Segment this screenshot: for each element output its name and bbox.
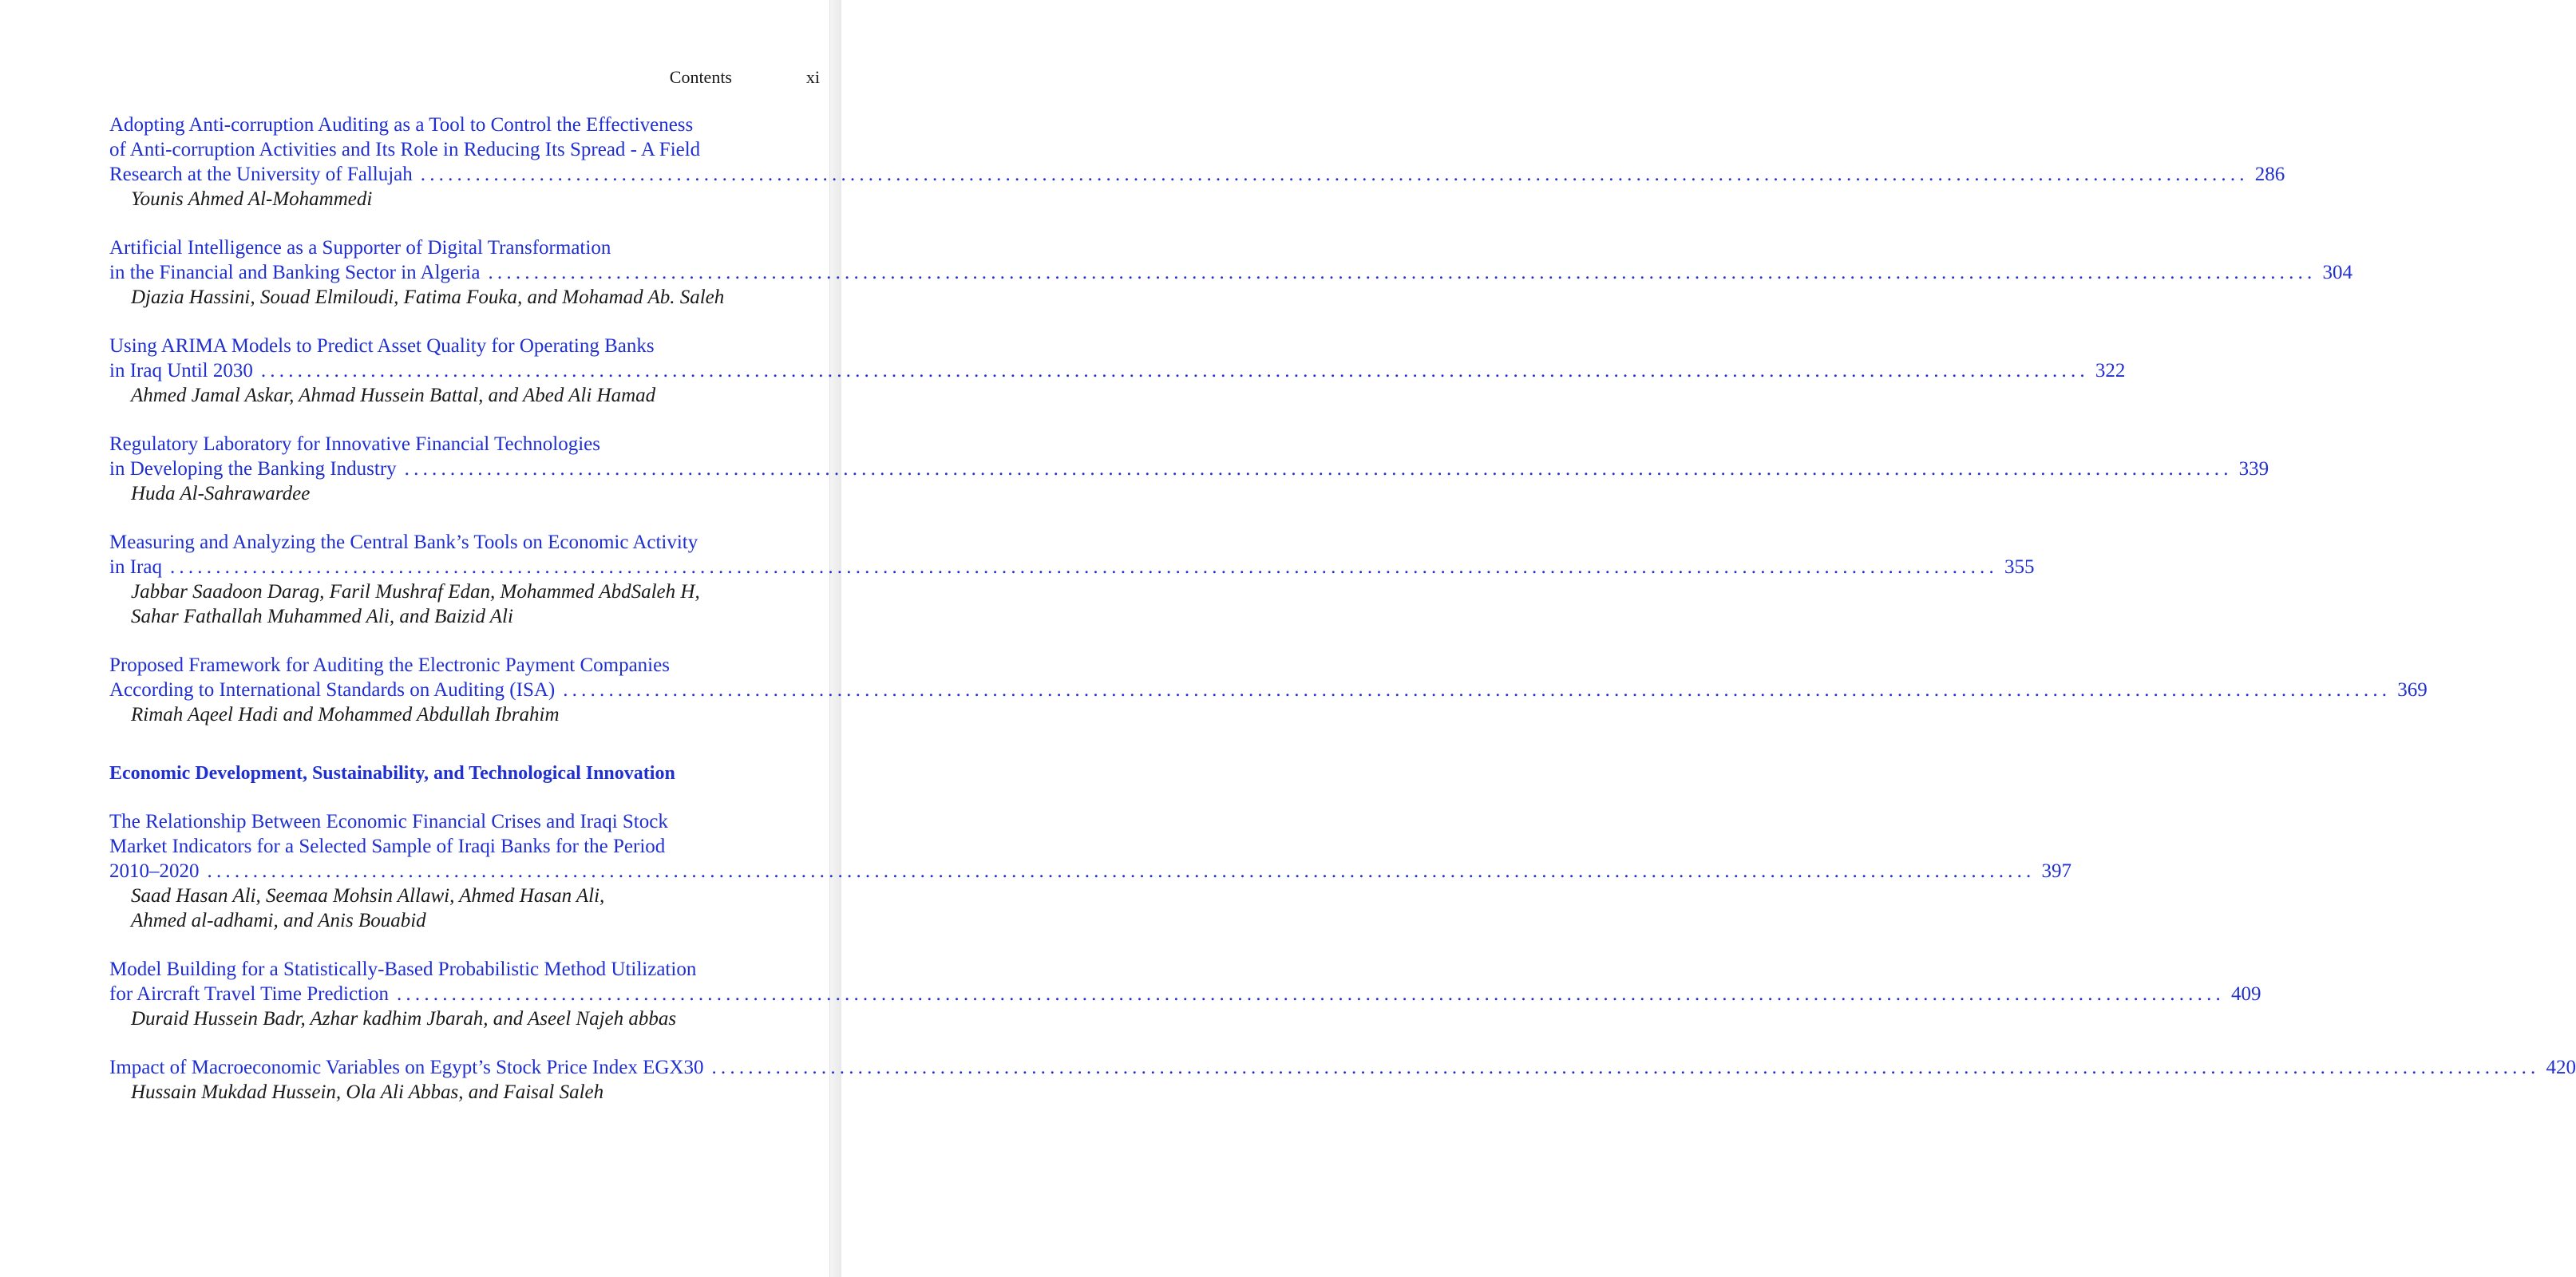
entry-page-number[interactable]: 286 bbox=[2254, 164, 2285, 185]
entry-page-number[interactable]: 369 bbox=[2397, 679, 2428, 701]
entry-title-line[interactable]: Adopting Anti-corruption Auditing as a Tool to Control the Effectiveness bbox=[109, 114, 694, 136]
entry-title-line[interactable]: Using ARIMA Models to Predict Asset Quality for Operating Banks bbox=[109, 335, 655, 357]
entry-authors: Sahar Fathallah Muhammed Ali, and Baizid Ali bbox=[131, 606, 513, 627]
entry-title-line[interactable]: The Relationship Between Economic Financial Crises and Iraqi Stock bbox=[109, 811, 668, 832]
entry-title-last-line[interactable] bbox=[109, 678, 2428, 702]
entry-title-text[interactable]: in Iraq bbox=[109, 556, 162, 578]
entry-title-text[interactable]: for Aircraft Travel Time Prediction bbox=[109, 983, 389, 1005]
toc-entry[interactable] bbox=[109, 432, 2269, 506]
dot-leader: ........................................................................................................................................................................................................ bbox=[404, 458, 2233, 480]
entry-title-text[interactable]: in the Financial and Banking Sector in Algeria bbox=[109, 262, 481, 283]
entry-authors: Saad Hasan Ali, Seemaa Mohsin Allawi, Ahmed Hasan Ali, bbox=[131, 885, 605, 907]
dot-leader: ........................................................................................................................................................................................................ bbox=[207, 860, 2036, 882]
entry-authors: Djazia Hassini, Souad Elmiloudi, Fatima Fouka, and Mohamad Ab. Saleh bbox=[131, 287, 725, 308]
entry-title-last-line[interactable] bbox=[109, 260, 2352, 285]
dot-leader: ........................................................................................................................................................................................................ bbox=[260, 360, 2089, 382]
entry-page-number[interactable]: 397 bbox=[2041, 860, 2071, 882]
toc-entry[interactable] bbox=[109, 957, 2261, 1031]
entry-title-text[interactable]: Research at the University of Fallujah bbox=[109, 164, 413, 185]
entry-title-last-line[interactable] bbox=[109, 457, 2269, 481]
entry-title-text[interactable]: in Iraq Until 2030 bbox=[109, 360, 253, 382]
entry-title-last-line[interactable] bbox=[109, 982, 2261, 1006]
entry-authors: Rimah Aqeel Hadi and Mohammed Abdullah Ibrahim bbox=[131, 704, 560, 725]
dot-leader: ........................................................................................................................................................................................................ bbox=[420, 164, 2249, 185]
running-head bbox=[0, 67, 822, 91]
dot-leader: ........................................................................................................................................................................................................ bbox=[711, 1057, 2540, 1078]
table-of-contents bbox=[109, 113, 2576, 1105]
toc-entry[interactable] bbox=[109, 334, 2126, 408]
section-heading[interactable]: Economic Development, Sustainability, and Technological Innovation bbox=[109, 763, 675, 784]
toc-entry[interactable] bbox=[109, 809, 2071, 933]
entry-page-number[interactable]: 420 bbox=[2546, 1057, 2576, 1078]
entry-page-number[interactable]: 409 bbox=[2230, 983, 2261, 1005]
entry-title-line[interactable]: Measuring and Analyzing the Central Bank’s Tools on Economic Activity bbox=[109, 532, 698, 553]
entry-page-number[interactable]: 355 bbox=[2004, 556, 2035, 578]
entry-title-text[interactable]: Impact of Macroeconomic Variables on Egypt’s Stock Price Index EGX30 bbox=[109, 1057, 704, 1078]
entry-title-text[interactable]: According to International Standards on Auditing (ISA) bbox=[109, 679, 556, 701]
entry-title-text[interactable]: in Developing the Banking Industry bbox=[109, 458, 397, 480]
entry-title-line[interactable]: Market Indicators for a Selected Sample of Iraqi Banks for the Period bbox=[109, 836, 666, 857]
entry-title-line[interactable]: of Anti-corruption Activities and Its Role in Reducing Its Spread - A Field bbox=[109, 139, 701, 160]
entry-authors: Duraid Hussein Badr, Azhar kadhim Jbarah, and Aseel Najeh abbas bbox=[131, 1008, 677, 1030]
dot-leader: ........................................................................................................................................................................................................ bbox=[396, 983, 2225, 1005]
entry-title-last-line[interactable] bbox=[109, 1055, 2576, 1080]
toc-entry[interactable] bbox=[109, 1055, 2576, 1105]
entry-title-last-line[interactable] bbox=[109, 859, 2071, 884]
page-edge bbox=[829, 0, 841, 1277]
entry-title-last-line[interactable] bbox=[109, 555, 2035, 579]
entry-authors: Ahmed Jamal Askar, Ahmad Hussein Battal, and Abed Ali Hamad bbox=[131, 385, 656, 406]
entry-page-number[interactable]: 322 bbox=[2095, 360, 2126, 382]
dot-leader: ........................................................................................................................................................................................................ bbox=[563, 679, 2392, 701]
entry-authors: Ahmed al-adhami, and Anis Bouabid bbox=[131, 910, 426, 931]
entry-title-last-line[interactable] bbox=[109, 162, 2285, 187]
entry-title-line[interactable]: Artificial Intelligence as a Supporter of Digital Transformation bbox=[109, 237, 611, 259]
entry-title-line[interactable]: Regulatory Laboratory for Innovative Financial Technologies bbox=[109, 433, 600, 455]
toc-entry[interactable] bbox=[109, 653, 2428, 727]
entry-page-number[interactable]: 339 bbox=[2238, 458, 2269, 480]
dot-leader: ........................................................................................................................................................................................................ bbox=[169, 556, 1998, 578]
entry-authors: Huda Al-Sahrawardee bbox=[131, 483, 311, 504]
entry-title-line[interactable]: Proposed Framework for Auditing the Electronic Payment Companies bbox=[109, 654, 670, 676]
toc-entry[interactable] bbox=[109, 113, 2285, 212]
entry-title-last-line[interactable] bbox=[109, 358, 2126, 383]
entry-authors: Younis Ahmed Al-Mohammedi bbox=[131, 188, 373, 210]
entry-authors: Hussain Mukdad Hussein, Ola Ali Abbas, and Faisal Saleh bbox=[131, 1081, 604, 1103]
entry-title-line[interactable]: Model Building for a Statistically-Based Probabilistic Method Utilization bbox=[109, 959, 697, 980]
toc-entry[interactable] bbox=[109, 530, 2035, 629]
entry-title-text[interactable]: 2010–2020 bbox=[109, 860, 200, 882]
page-number: xi bbox=[805, 67, 820, 87]
running-head-label: Contents bbox=[669, 67, 732, 87]
entry-authors: Jabbar Saadoon Darag, Faril Mushraf Edan, Mohammed AbdSaleh H, bbox=[131, 581, 700, 603]
dot-leader: ........................................................................................................................................................................................................ bbox=[488, 262, 2317, 283]
toc-entry[interactable] bbox=[109, 235, 2352, 310]
entry-page-number[interactable]: 304 bbox=[2322, 262, 2352, 283]
